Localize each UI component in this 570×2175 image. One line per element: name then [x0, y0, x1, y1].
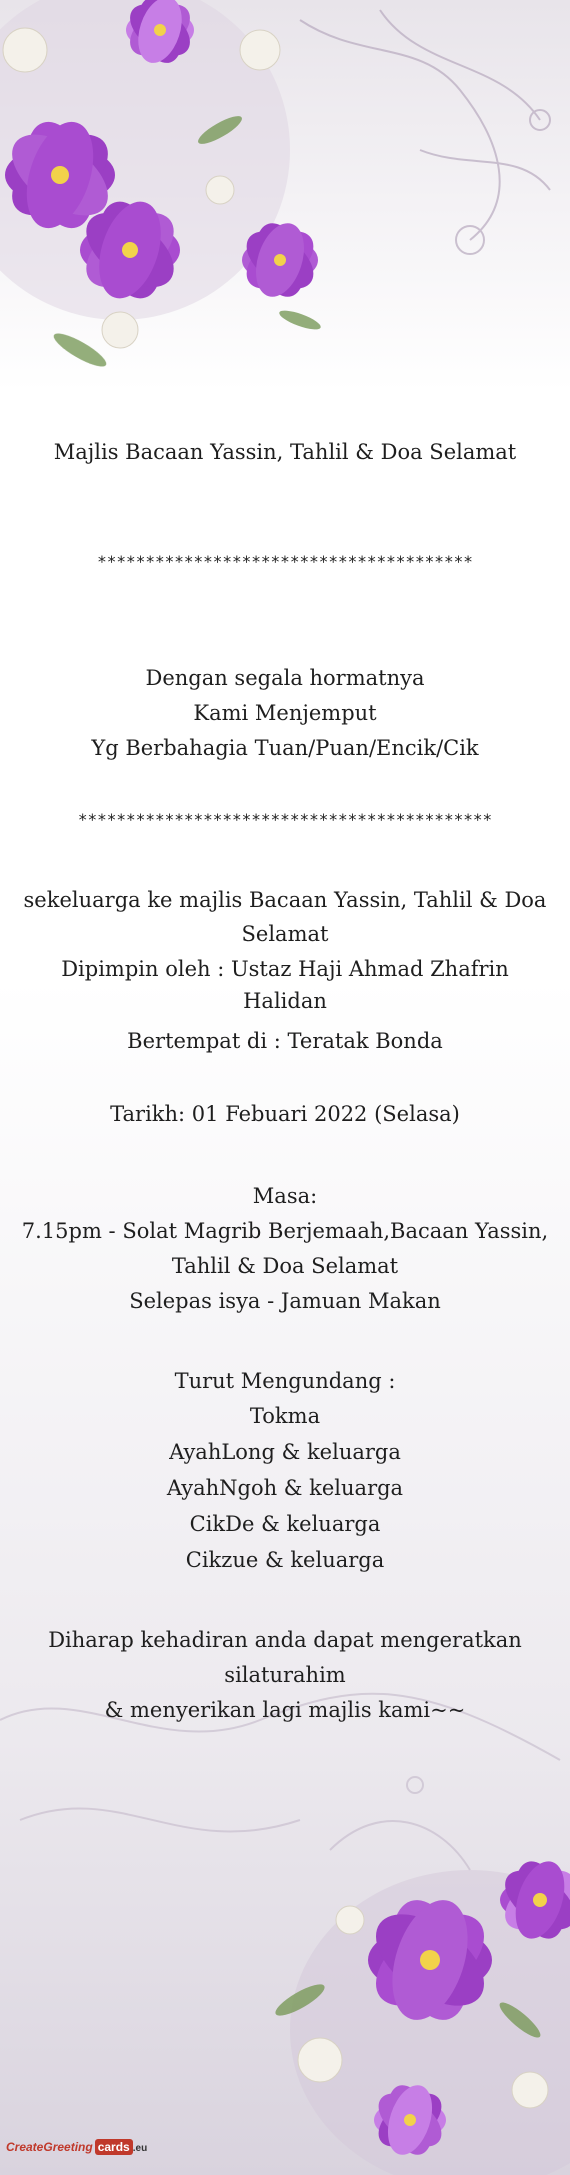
venue-line: Bertempat di : Teratak Bonda: [127, 1029, 443, 1053]
logo-text-part2: cards: [95, 2139, 133, 2155]
createGreetingCards-logo[interactable]: [6, 2140, 156, 2168]
logo-text-part1: CreateGreeting: [6, 2140, 93, 2154]
greeting-line-3: Yg Berbahagia Tuan/Puan/Encik/Cik: [91, 736, 479, 760]
host-item: AyahNgoh & keluarga: [166, 1476, 404, 1500]
closing-line-3: & menyerikan lagi majlis kami~~: [104, 1698, 466, 1722]
invitation-line-2: Selamat: [241, 922, 329, 946]
greeting-line-2: Kami Menjemput: [193, 701, 377, 725]
closing-line-1: Diharap kehadiran anda dapat mengeratkan: [48, 1628, 522, 1652]
top-swirls: [300, 10, 550, 254]
bottom-flower-cluster: [272, 1855, 570, 2175]
greeting-line-1: Dengan segala hormatnya: [145, 666, 425, 690]
separator-middle: *******************************************: [77, 810, 493, 829]
closing-line-2: silaturahim: [224, 1663, 346, 1687]
hosts-heading: Turut Mengundang :: [174, 1369, 396, 1393]
host-item: Cikzue & keluarga: [185, 1548, 385, 1572]
host-item: CikDe & keluarga: [189, 1512, 381, 1536]
top-flower-cluster: [0, 0, 324, 372]
host-item: Tokma: [249, 1404, 321, 1428]
separator-top: ***************************************: [97, 552, 473, 571]
schedule-heading: Masa:: [252, 1184, 318, 1208]
invitation-title: Majlis Bacaan Yassin, Tahlil & Doa Selamat: [53, 440, 517, 464]
schedule-line-3: Selepas isya - Jamuan Makan: [129, 1289, 441, 1313]
schedule-line-2: Tahlil & Doa Selamat: [171, 1254, 399, 1278]
schedule-line-1: 7.15pm - Solat Magrib Berjemaah,Bacaan Yassin,: [21, 1219, 549, 1243]
led-by-line: Dipimpin oleh : Ustaz Haji Ahmad Zhafrin Halidan: [61, 957, 509, 1013]
host-item: AyahLong & keluarga: [169, 1440, 401, 1464]
logo-text-part3: .eu: [132, 2143, 148, 2154]
date-line: Tarikh: 01 Febuari 2022 (Selasa): [110, 1102, 460, 1126]
invitation-line-1: sekeluarga ke majlis Bacaan Yassin, Tahlil & Doa: [23, 888, 547, 912]
